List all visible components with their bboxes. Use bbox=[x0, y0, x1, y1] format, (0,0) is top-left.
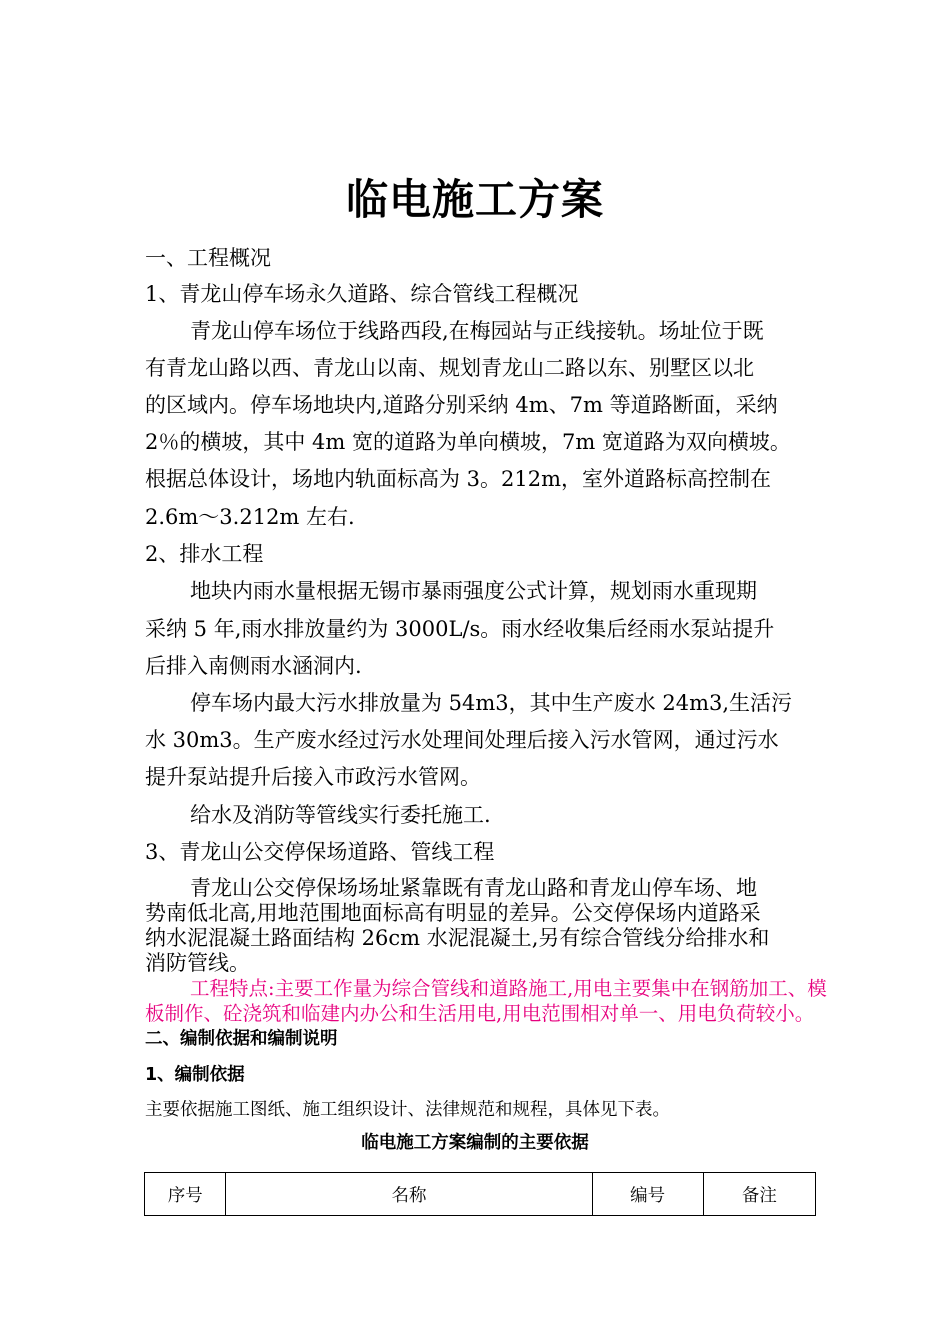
paragraph-line: 纳水泥混凝土路面结构 26cm 水泥混凝土,另有综合管线分给排水和 bbox=[145, 926, 770, 950]
paragraph-line: 2％的横坡，其中 4m 宽的道路为单向横坡，7m 宽道路为双向横坡。 bbox=[145, 430, 791, 454]
paragraph-line: 青龙山公交停保场场址紧靠既有青龙山路和青龙山停车场、地 bbox=[190, 876, 757, 900]
column-header-index: 序号 bbox=[145, 1173, 226, 1216]
paragraph-line: 提升泵站提升后接入市政污水管网。 bbox=[145, 765, 481, 789]
paragraph-line: 地块内雨水量根据无锡市暴雨强度公式计算，规划雨水重现期 bbox=[190, 579, 757, 603]
engineering-feature-line: 板制作、砼浇筑和临建内办公和生活用电,用电范围相对单一、用电负荷较小。 bbox=[145, 1002, 815, 1025]
basis-table bbox=[144, 1172, 816, 1216]
column-header-remark: 备注 bbox=[703, 1173, 815, 1216]
document-title: 临电施工方案 bbox=[345, 175, 604, 224]
paragraph-line: 的区域内。停车场地块内,道路分别采纳 4m、7m 等道路断面，采纳 bbox=[145, 393, 778, 417]
paragraph-line: 后排入南侧雨水涵洞内. bbox=[145, 654, 362, 678]
basis-description: 主要依据施工图纸、施工组织设计、法律规范和规程，具体见下表。 bbox=[145, 1100, 670, 1120]
section-2-heading: 二、编制依据和编制说明 bbox=[145, 1029, 338, 1049]
paragraph-line: 青龙山停车场位于线路西段,在梅园站与正线接轨。场址位于既 bbox=[190, 319, 764, 343]
table-title: 临电施工方案编制的主要依据 bbox=[361, 1133, 589, 1153]
subsection-1-2-heading: 2、排水工程 bbox=[145, 542, 264, 566]
subsection-1-1-heading: 1、青龙山停车场永久道路、综合管线工程概况 bbox=[145, 282, 579, 306]
paragraph-line: 有青龙山路以西、青龙山以南、规划青龙山二路以东、别墅区以北 bbox=[145, 356, 754, 380]
column-header-code: 编号 bbox=[592, 1173, 703, 1216]
paragraph-line: 停车场内最大污水排放量为 54m3，其中生产废水 24m3,生活污 bbox=[190, 691, 793, 715]
subsection-1-3-heading: 3、青龙山公交停保场道路、管线工程 bbox=[145, 840, 495, 864]
paragraph-line: 2.6m～3.212m 左右. bbox=[145, 505, 355, 529]
table-header-row bbox=[145, 1173, 816, 1216]
subsection-2-1-heading: 1、编制依据 bbox=[145, 1065, 245, 1085]
paragraph-line: 势南低北高,用地范围地面标高有明显的差异。公交停保场内道路采 bbox=[145, 901, 761, 925]
paragraph-line: 采纳 5 年,雨水排放量约为 3000L/s。雨水经收集后经雨水泵站提升 bbox=[145, 617, 775, 641]
paragraph-line: 给水及消防等管线实行委托施工. bbox=[190, 803, 491, 827]
engineering-feature-line: 工程特点:主要工作量为综合管线和道路施工,用电主要集中在钢筋加工、模 bbox=[190, 977, 827, 1000]
paragraph-line: 水 30m3。生产废水经过污水处理间处理后接入污水管网，通过污水 bbox=[145, 728, 779, 752]
paragraph-line: 消防管线。 bbox=[145, 951, 250, 975]
section-1-heading: 一、工程概况 bbox=[145, 246, 271, 270]
column-header-name: 名称 bbox=[226, 1173, 592, 1216]
paragraph-line: 根据总体设计，场地内轨面标高为 3。212m，室外道路标高控制在 bbox=[145, 467, 772, 491]
